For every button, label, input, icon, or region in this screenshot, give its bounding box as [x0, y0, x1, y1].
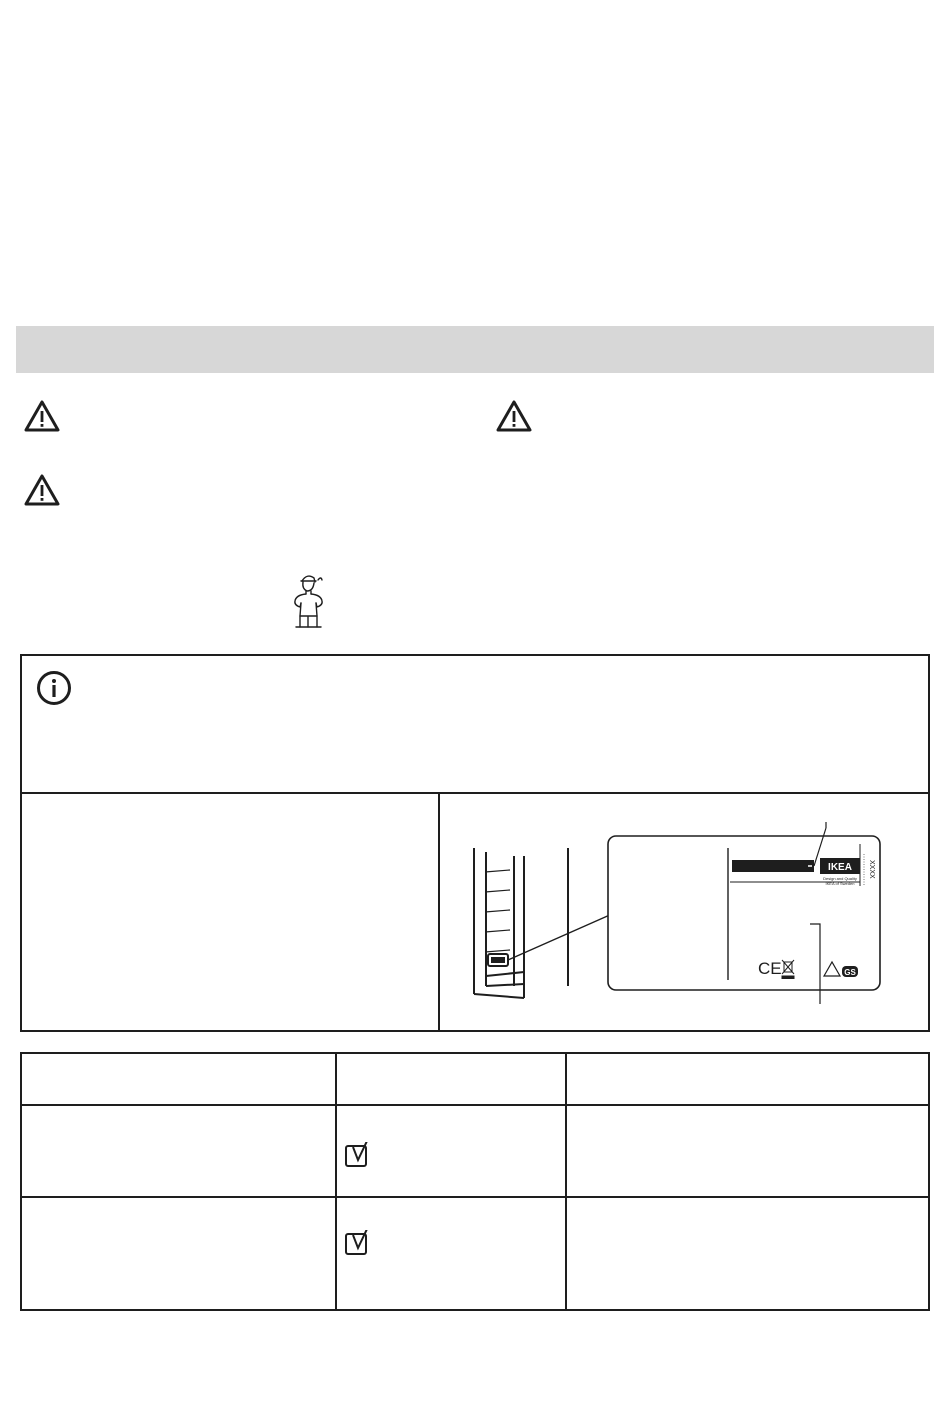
checkbox-checked-icon [344, 1230, 372, 1258]
warning-triangle-icon [496, 400, 532, 432]
appliance-rating-plate-diagram [440, 794, 928, 1030]
svg-text:GS: GS [844, 968, 856, 977]
section-header-bar [16, 326, 934, 373]
ikea-logo: IKEA [828, 862, 852, 873]
checkbox-checked-icon [344, 1142, 372, 1170]
ikea-tagline-line1: Design and Quality [823, 876, 857, 881]
checklist-table [20, 1052, 930, 1311]
info-box-left-panel [22, 794, 440, 1030]
info-icon [36, 670, 72, 706]
info-box [20, 654, 930, 1032]
ikea-tagline-line2: IKEA of Sweden [825, 881, 855, 886]
info-box-header [22, 656, 928, 794]
warning-triangle-icon [24, 474, 60, 506]
ce-mark-icon: CE [758, 959, 782, 978]
rating-plate-illustration [440, 794, 928, 1030]
warning-triangle-icon [24, 400, 60, 432]
technician-figure-icon [284, 572, 332, 630]
plate-code: XXXX [868, 860, 875, 879]
